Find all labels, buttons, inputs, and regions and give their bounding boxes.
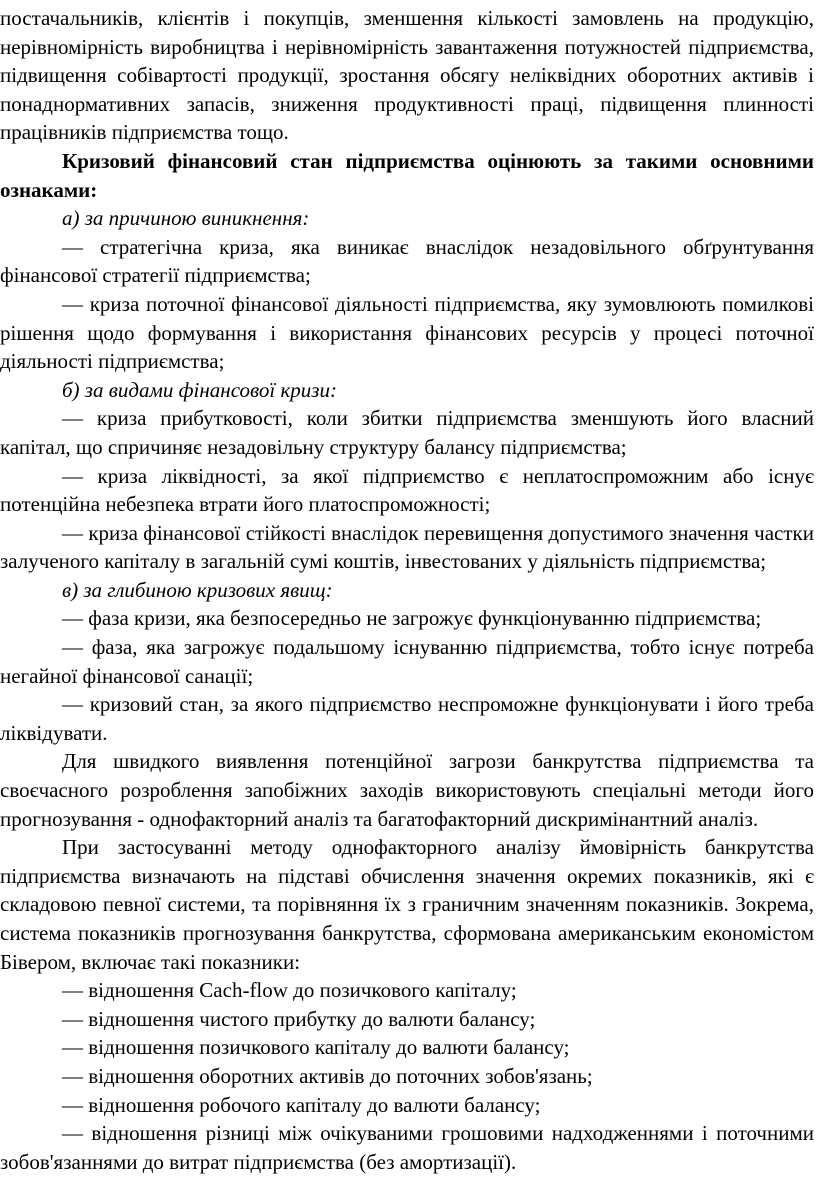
list-item: — криза прибутковості, коли збитки підприємства зменшують його власний капітал, що спричиняє незадовільну структуру балансу підприємства; [0, 406, 814, 459]
list-item: — криза ліквідності, за якої підприємство є неплатоспроможним або існує потенційна небезпека втрати його платоспроможності; [0, 463, 814, 517]
list-item: — фаза, яка загрожує подальшому існуванню підприємства, тобто існує потреба негайної фінансової санації; [0, 635, 814, 688]
list-item: — кризовий стан, за якого підприємство неспроможне функціонувати і його треба ліквідувати. [0, 692, 814, 745]
list-item: — відношення чистого прибутку до валюти балансу; [62, 1006, 536, 1031]
list-item: — стратегічна криза, яка виникає внаслідок незадовільного обґрунтування фінансової стратегії підприємства; [0, 234, 814, 288]
list-item: — відношення Cach-flow до позичкового капіталу; [62, 978, 517, 1003]
paragraph-continuation: постачальників, клієнтів і покупців, зменшення кількості замовлень на продукцію, нерівномірність виробництва і нерівномірність завантаження потужностей підприємства, підвищення собівартості продукції, зростання обсягу неліквідних оборотних активів і понаднормативних запасів, зниження продуктивності праці, підвищення плинності працівників підприємства тощо. [0, 6, 814, 145]
list-item: — відношення позичкового капіталу до валюти балансу; [62, 1035, 570, 1060]
list-item: — відношення оборотних активів до поточних зобов'язань; [62, 1063, 593, 1088]
subheading-by-type: б) за видами фінансової кризи: [62, 377, 337, 402]
list-item: — криза поточної фінансової діяльності підприємства, яку зумовлюють помилкові рішення щодо формування і використання фінансових ресурсів у процесі поточної діяльності підприємства; [0, 291, 814, 374]
list-item: — відношення робочого капіталу до валюти балансу; [62, 1092, 541, 1117]
paragraph-forecast-methods: Для швидкого виявлення потенційної загрози банкрутства підприємства та своєчасного розроблення запобіжних заходів використовують спеціальні методи його прогнозування - однофакторний аналіз та багатофакторний дискримінантний аналіз. [0, 749, 814, 831]
subheading-by-cause: а) за причиною виникнення: [62, 206, 310, 231]
section-heading: Кризовий фінансовий стан підприємства оцінюють за такими основними ознаками: [0, 148, 814, 202]
paragraph-single-factor: При застосуванні методу однофакторного аналізу ймовірність банкрутства підприємства визначають на підставі обчислення значення окремих показників, які є складовою певної системи, та порівняння їх з граничним значенням показників. Зокрема, система показників прогнозування банкрутства, сформована американським економістом Бівером, включає такі показники: [0, 835, 814, 974]
list-item: — відношення різниці між очікуваними грошовими надходженнями і поточними зобов'язаннями до витрат підприємства (без амортизації). [0, 1121, 814, 1174]
subheading-by-depth: в) за глибиною кризових явищ: [62, 577, 333, 602]
list-item: — криза фінансової стійкості внаслідок перевищення допустимого значення частки залученого капіталу в загальній сумі коштів, інвестованих у діяльність підприємства; [0, 520, 814, 574]
list-item: — фаза кризи, яка безпосередньо не загрожує функціонуванню підприємства; [62, 606, 762, 631]
